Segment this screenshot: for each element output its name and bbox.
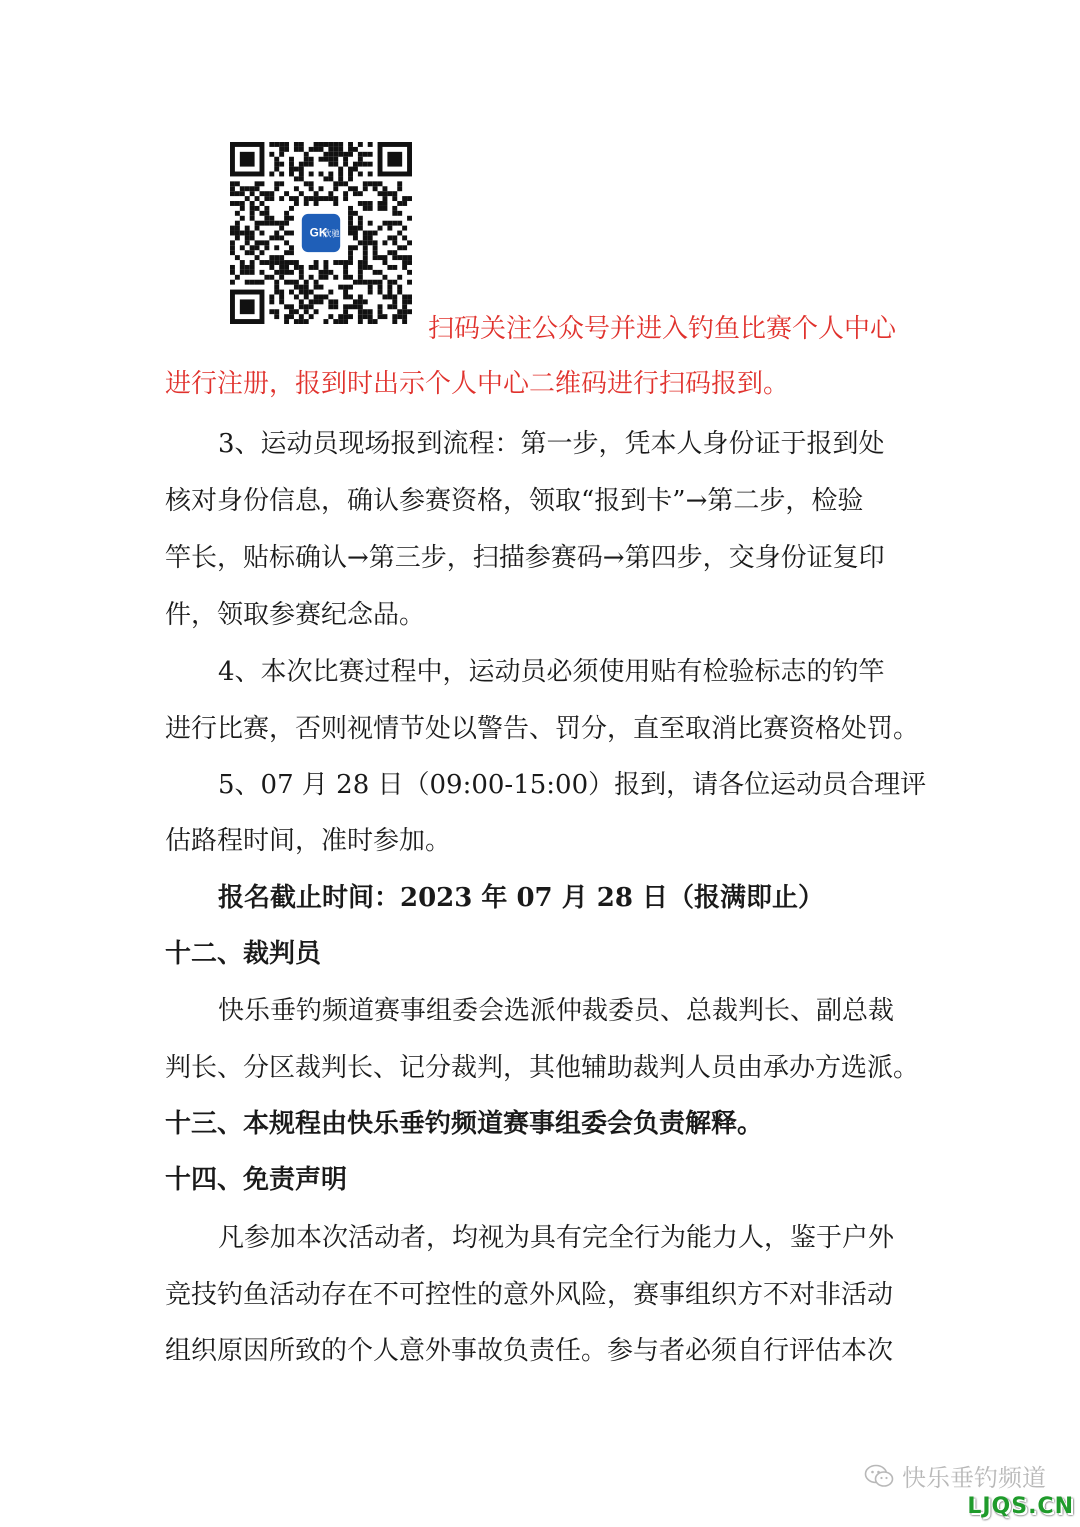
item3-line-2: 核对身份信息，确认参赛资格，领取“报到卡”→第二步，检验 bbox=[165, 486, 864, 516]
registration-note: 进行注册，报到时出示个人中心二维码进行扫码报到。 bbox=[165, 369, 790, 399]
qr-logo-text: GK bbox=[309, 225, 328, 240]
item5-line-1: 5、07 月 28 日（09:00-15:00）报到，请各位运动员合理评 bbox=[218, 770, 927, 800]
qr-caption: 扫码关注公众号并进入钓鱼比赛个人中心 bbox=[428, 314, 897, 344]
section-12-line-2: 判长、分区裁判长、记分裁判，其他辅助裁判人员由承办方选派。 bbox=[165, 1053, 920, 1083]
registration-deadline: 报名截止时间：2023 年 07 月 28 日（报满即止） bbox=[218, 883, 824, 913]
wechat-icon bbox=[864, 1463, 894, 1489]
item4-line-1: 4、本次比赛过程中，运动员必须使用贴有检验标志的钓竿 bbox=[218, 657, 885, 687]
section-12-line-1: 快乐垂钓频道赛事组委会选派仲裁委员、总裁判长、副总裁 bbox=[218, 996, 895, 1026]
item5-line-2: 估路程时间，准时参加。 bbox=[165, 826, 452, 856]
item3-line-3: 竿长，贴标确认→第三步，扫描参赛码→第四步，交身份证复印 bbox=[165, 543, 885, 573]
account-watermark bbox=[864, 1458, 1046, 1493]
section-14-title: 十四、免责声明 bbox=[165, 1165, 348, 1195]
section-14-line-3: 组织原因所致的个人意外事故负责任。参与者必须自行评估本次 bbox=[165, 1336, 894, 1366]
section-14-line-2: 竞技钓鱼活动存在不可控性的意外风险，赛事组织方不对非活动 bbox=[165, 1280, 894, 1310]
account-watermark-text: 快乐垂钓频道 bbox=[902, 1464, 1046, 1492]
item3-line-4: 件，领取参赛纪念品。 bbox=[165, 600, 426, 630]
site-watermark: LJQS.CN bbox=[967, 1494, 1074, 1519]
item3-line-1: 3、运动员现场报到流程：第一步，凭本人身份证于报到处 bbox=[218, 429, 885, 459]
item4-line-2: 进行比赛，否则视情节处以警告、罚分，直至取消比赛资格处罚。 bbox=[165, 714, 920, 744]
qr-code-svg bbox=[230, 142, 412, 324]
qr-logo-brand: 欣驰 bbox=[322, 228, 340, 239]
section-13-title: 十三、本规程由快乐垂钓频道赛事组委会负责解释。 bbox=[165, 1109, 764, 1139]
section-14-line-1: 凡参加本次活动者，均视为具有完全行为能力人，鉴于户外 bbox=[218, 1223, 895, 1253]
section-12-title: 十二、裁判员 bbox=[165, 939, 322, 969]
qr-code-image bbox=[230, 142, 412, 324]
